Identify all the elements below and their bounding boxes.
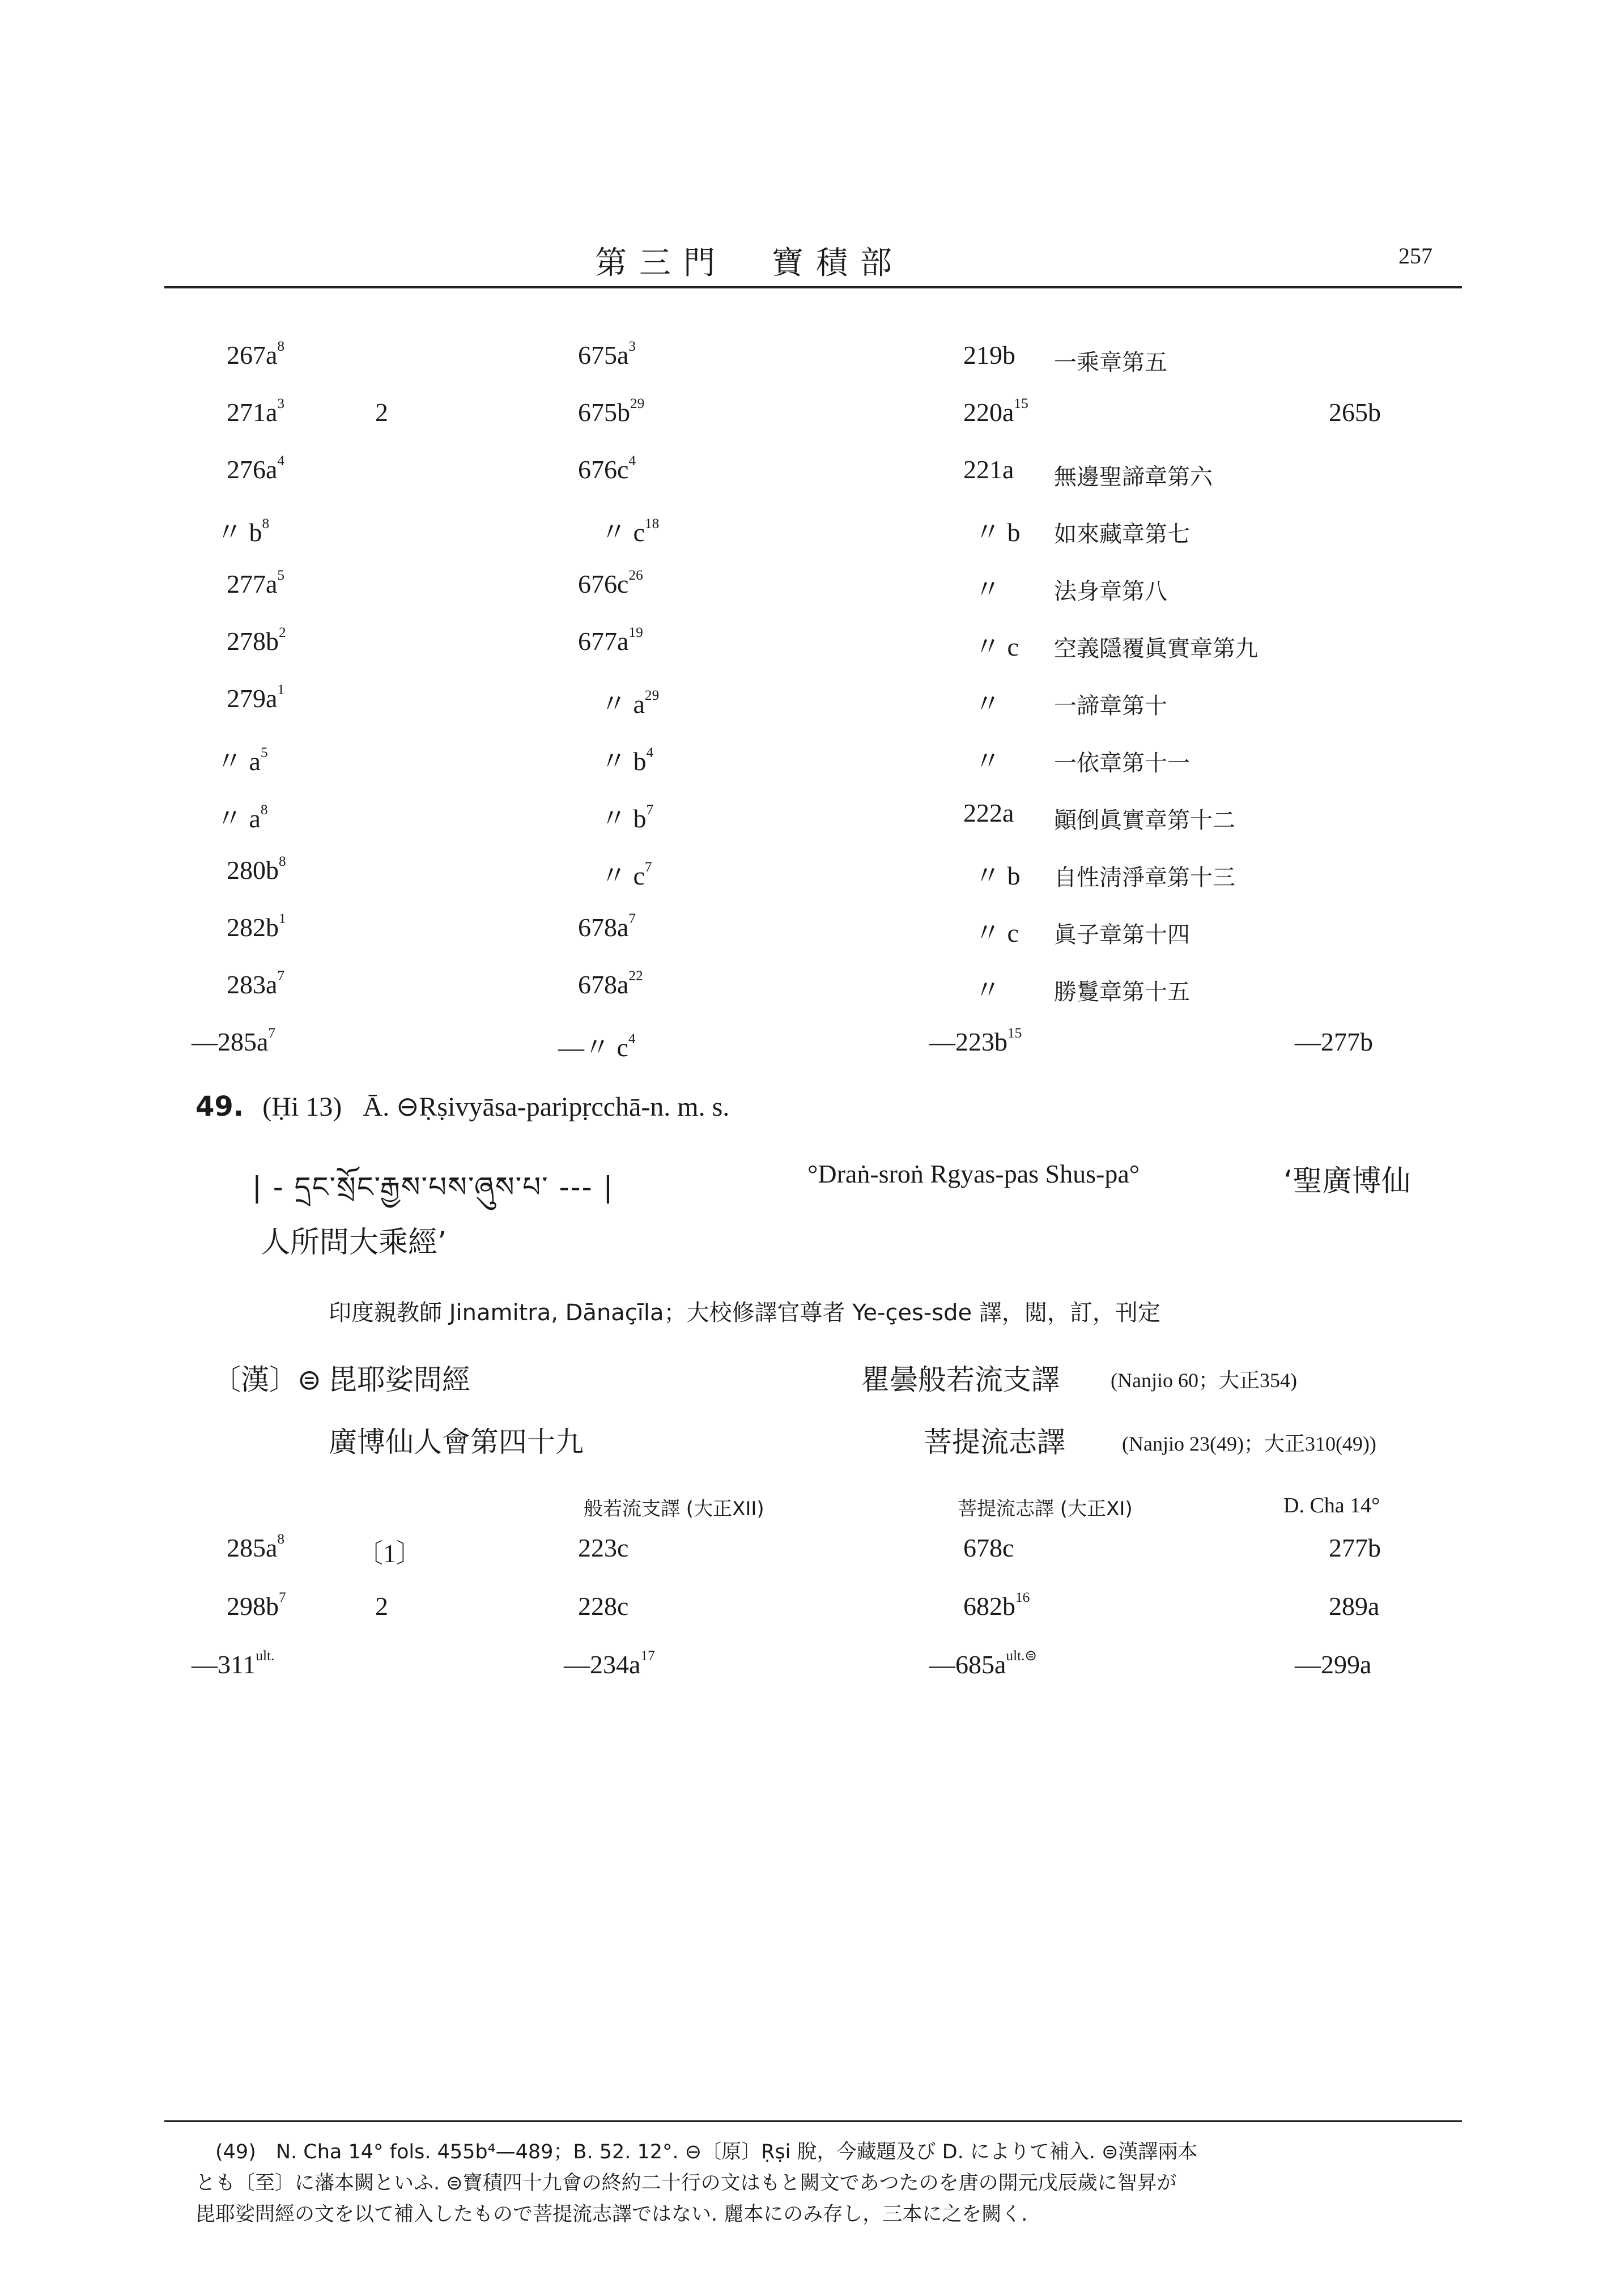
table1-row-1-col2	[375, 397, 388, 427]
table1-row-7-col1-superscript: 5	[260, 745, 268, 761]
chinese-title-part2: 人所問大乘經’	[261, 1226, 447, 1260]
table1-row-8-col1-value: 〃 a	[216, 804, 261, 833]
footnote-line-2: とも〔至〕に藩本闕といふ. ⊜寶積四十九會の終約二十行の文はもと闕文であつたのを唐の開元戊辰歲に智昇が	[195, 2172, 1177, 2195]
table2-row-0-col4-value: 678c	[963, 1533, 1014, 1562]
table2-row-1-col3	[578, 1591, 628, 1621]
table2-row-0-col5	[1329, 1533, 1381, 1563]
table2-row-2-col5-value: —299a	[1295, 1650, 1372, 1679]
table1-row-10-chapter-value: 眞子章第十四	[1054, 922, 1190, 948]
table1-row-1-col1-superscript: 3	[277, 396, 285, 412]
table1-row-6-chapter-value: 一諦章第十	[1054, 693, 1167, 719]
table1-row-1-col3-value: 675b	[578, 398, 630, 427]
table1-row-10-col3-superscript: 7	[628, 911, 636, 927]
translators: 印度親教師 Jinamitra, Dānaçīla；大校修譯官尊者 Ye-çes-sde 譯，閲，訂，刊定	[329, 1300, 1160, 1326]
table1-row-1-col4-value: 220a	[963, 398, 1014, 427]
han-title-1: 毘耶娑問經	[329, 1363, 470, 1396]
table1-row-8-col1	[216, 798, 268, 835]
entry-heading	[195, 1091, 729, 1123]
table1-row-8-col3-superscript: 7	[646, 802, 654, 818]
table2-row-2-col4-superscript: ult.⊜	[1006, 1648, 1037, 1664]
table1-row-1-col3-superscript: 29	[630, 396, 645, 412]
table1-row-12-col6-value: —277b	[1295, 1027, 1373, 1056]
table2-row-1-col2-value: 2	[375, 1592, 388, 1621]
table2-row-1-col2	[375, 1591, 388, 1621]
table1-row-7-col3-superscript: 4	[646, 745, 654, 761]
table2-row-1-col5-value: 289a	[1329, 1592, 1380, 1621]
tibetan-title: | ‑ དྲང་སྲོང་རྒྱས་པས་ཞུས་པ་ ‑‑‑ |	[252, 1171, 614, 1204]
table1-row-10-col1	[227, 912, 286, 942]
table2-row-1-col4	[963, 1591, 1030, 1621]
table1-row-5-col1-value: 278b	[227, 627, 279, 656]
han-title-2: 廣博仙人會第四十九	[329, 1426, 584, 1459]
table1-row-0-col3-value: 675a	[578, 341, 629, 369]
table1-row-8-col1-superscript: 8	[260, 802, 268, 818]
table1-row-12-col3-superscript: 4	[628, 1031, 636, 1047]
table1-row-2-col1	[227, 454, 284, 484]
table1-row-6-col1-superscript: 1	[277, 682, 285, 698]
table1-row-0-col3-superscript: 3	[628, 338, 636, 355]
table1-row-3-chapter-value: 如來藏章第七	[1054, 521, 1190, 547]
table1-row-12-col1-superscript: 7	[268, 1025, 276, 1041]
table1-row-5-col4	[975, 626, 1019, 664]
tibetan-romanized: °Draṅ-sroṅ Rgyas-pas Shus-pa°	[807, 1159, 1140, 1188]
han-label: 〔漢〕⊜	[212, 1363, 321, 1396]
table1-row-5-col3-superscript: 19	[628, 624, 643, 641]
table1-row-8-col4-value: 222a	[963, 798, 1014, 827]
table2-row-0-col2	[357, 1533, 422, 1570]
table1-row-9-col4-value: 〃 b	[975, 861, 1021, 890]
page-title: 第三門 寶積部	[595, 245, 904, 282]
table1-row-0-col1-superscript: 8	[277, 338, 285, 355]
table1-row-4-col4-value: 〃	[975, 575, 1001, 604]
table1-row-2-chapter-value: 無邊聖諦章第六	[1054, 464, 1213, 490]
entry-ref: (Ḥi 13)	[262, 1092, 342, 1122]
table1-row-12-col4	[929, 1027, 1022, 1057]
table1-row-6-col3-value: 〃 a	[601, 690, 645, 718]
table1-row-12-col4-superscript: 15	[1007, 1025, 1022, 1041]
table1-row-2-col1-superscript: 4	[277, 453, 285, 469]
table1-row-4-col3	[578, 569, 643, 599]
table1-row-4-col1	[227, 569, 284, 599]
table1-row-0-chapter-value: 一乘章第五	[1054, 350, 1167, 376]
table1-row-7-col1	[216, 741, 268, 778]
table1-row-9-chapter-value: 自性淸淨章第十三	[1054, 865, 1235, 891]
table1-row-9-chapter	[1054, 860, 1235, 892]
table1-row-9-col1-value: 280b	[227, 856, 279, 885]
table1-row-11-col4	[975, 970, 1001, 1007]
table1-row-7-col4	[975, 741, 1001, 778]
table1-row-2-col1-value: 276a	[227, 455, 278, 484]
footnote-line-3: 毘耶娑問經の文を以て補入したもので菩提流志譯ではない. 麗本にのみ存し，三本に之を闕く.	[195, 2203, 1028, 2226]
table1-row-10-col4	[975, 912, 1019, 950]
table2-row-0-col1-superscript: 8	[277, 1531, 285, 1547]
table1-row-8-chapter	[1054, 802, 1235, 835]
table1-row-1-col3	[578, 397, 644, 427]
table1-row-0-chapter	[1054, 345, 1167, 377]
table1-row-11-col3-superscript: 22	[628, 968, 643, 984]
table1-row-6-col1	[227, 683, 284, 713]
table2-header-2: 菩提流志譯 (大正XI)	[958, 1498, 1133, 1520]
table2-row-2-col3-value: —234a	[564, 1650, 641, 1679]
table2-row-1-col5	[1329, 1591, 1379, 1621]
table1-row-10-col3-value: 678a	[578, 913, 629, 942]
table1-row-4-col4	[975, 569, 1001, 606]
table1-row-10-chapter	[1054, 917, 1190, 949]
table1-row-3-chapter	[1054, 516, 1190, 549]
table1-row-3-col4-value: 〃 b	[975, 518, 1021, 547]
table1-row-5-col1-superscript: 2	[279, 624, 286, 641]
table1-row-0-col3	[578, 340, 636, 370]
header-rule	[164, 286, 1462, 288]
table1-row-4-col3-superscript: 26	[628, 567, 643, 584]
table1-row-3-col3-superscript: 18	[644, 516, 660, 532]
table1-row-0-col4	[963, 340, 1015, 370]
entry-title: Ā. ⊖Ṛṣivyāsa-paripṛcchā-n. m. s.	[363, 1092, 730, 1122]
table2-row-1-col4-value: 682b	[963, 1592, 1015, 1621]
table1-row-8-col3	[601, 798, 653, 835]
table1-row-9-col1	[227, 855, 286, 885]
table2-row-2-col1-superscript: ult.	[256, 1648, 275, 1664]
table2-row-0-col2-value: 〔1〕	[357, 1539, 422, 1568]
table1-row-11-col4-value: 〃	[975, 976, 1001, 1005]
table1-row-7-col3-value: 〃 b	[601, 747, 647, 776]
table1-row-6-col4-value: 〃	[975, 690, 1001, 718]
table1-row-12-col3	[558, 1027, 636, 1064]
table1-row-6-chapter	[1054, 688, 1167, 720]
table2-row-2-col3-superscript: 17	[640, 1648, 655, 1664]
table1-row-1-col1	[227, 397, 284, 427]
table2-row-0-col4	[963, 1533, 1014, 1563]
table1-row-8-col4	[963, 798, 1014, 828]
table1-row-4-chapter	[1054, 573, 1167, 606]
table1-row-1-col1-value: 271a	[227, 398, 278, 427]
table1-row-9-col1-superscript: 8	[279, 853, 286, 870]
table1-row-1-col4	[963, 397, 1028, 427]
table1-row-2-col3-superscript: 4	[628, 453, 636, 469]
table1-row-0-col1	[227, 340, 284, 370]
table2-row-2-col1	[192, 1649, 274, 1680]
table2-row-2-col4-value: —685a	[929, 1650, 1006, 1679]
table1-row-2-col4	[963, 454, 1014, 484]
table2-header-1: 般若流支譯 (大正XII)	[584, 1498, 764, 1520]
han-translator-1: 瞿曇般若流支譯	[861, 1363, 1060, 1396]
table1-row-12-col6	[1295, 1027, 1373, 1057]
table2-row-1-col1-superscript: 7	[279, 1589, 286, 1606]
table2-row-0-col1	[227, 1533, 284, 1563]
table1-row-1-col4-superscript: 15	[1014, 396, 1028, 412]
table2-header-3: D. Cha 14°	[1283, 1494, 1380, 1517]
table1-row-12-col1-value: —285a	[192, 1027, 269, 1056]
table2-row-0-col3	[578, 1533, 628, 1563]
table2-row-2-col4	[929, 1649, 1037, 1680]
table1-row-10-col4-value: 〃 c	[975, 919, 1019, 947]
table1-row-7-chapter	[1054, 745, 1190, 777]
table1-row-2-col4-value: 221a	[963, 455, 1014, 484]
table2-row-1-col1	[227, 1591, 286, 1621]
table1-row-8-col3-value: 〃 b	[601, 804, 647, 833]
table2-row-0-col3-value: 223c	[578, 1533, 629, 1562]
table1-row-11-chapter-value: 勝鬘章第十五	[1054, 979, 1190, 1005]
table2-row-2-col3	[564, 1649, 655, 1680]
table1-row-3-col1-value: 〃 b	[216, 518, 262, 547]
table1-row-9-col3-value: 〃 c	[601, 861, 645, 890]
table2-row-1-col4-superscript: 16	[1015, 1589, 1030, 1606]
table1-row-1-col6-value: 265b	[1329, 398, 1381, 427]
table1-row-5-col1	[227, 626, 286, 656]
table1-row-10-col1-superscript: 1	[279, 911, 286, 927]
table1-row-0-col1-value: 267a	[227, 341, 278, 369]
table1-row-8-chapter-value: 顚倒眞實章第十二	[1054, 807, 1235, 834]
table1-row-11-chapter	[1054, 974, 1190, 1006]
table1-row-9-col4	[975, 855, 1021, 892]
table1-row-6-col3	[601, 683, 659, 721]
table1-row-2-col3	[578, 454, 636, 484]
table1-row-5-chapter-value: 空義隱覆眞實章第九	[1054, 636, 1258, 662]
footnote-line-1: (49) N. Cha 14° fols. 455b⁴—489；B. 52. 12°. ⊖〔原〕Ṛṣi 脫，今藏題及び D. によりて補入. ⊜漢譯兩本	[215, 2141, 1198, 2163]
table1-row-3-col3-value: 〃 c	[601, 518, 645, 547]
table1-row-7-col3	[601, 741, 653, 778]
table1-row-3-col3	[601, 512, 659, 549]
table1-row-7-chapter-value: 一依章第十一	[1054, 750, 1190, 776]
table1-row-11-col1-superscript: 7	[277, 968, 285, 984]
table2-row-0-col5-value: 277b	[1329, 1533, 1381, 1562]
table1-row-1-col6	[1329, 397, 1381, 427]
footnote-rule	[164, 2120, 1462, 2122]
table1-row-6-col4	[975, 683, 1001, 721]
table1-row-4-col1-superscript: 5	[277, 567, 285, 584]
table1-row-7-col4-value: 〃	[975, 747, 1001, 776]
table2-row-0-col1-value: 285a	[227, 1533, 278, 1562]
table1-row-12-col1	[192, 1027, 275, 1057]
table1-row-9-col3-superscript: 7	[644, 859, 652, 875]
chinese-title-part1: ‘聖廣博仙	[1283, 1164, 1411, 1198]
table1-row-6-col3-superscript: 29	[644, 687, 660, 704]
table1-row-1-col2-value: 2	[375, 398, 388, 427]
table1-row-6-col1-value: 279a	[227, 684, 278, 713]
table1-row-3-col1	[216, 512, 269, 549]
table1-row-5-col4-value: 〃 c	[975, 632, 1019, 661]
table1-row-4-col1-value: 277a	[227, 569, 278, 598]
table1-row-11-col3	[578, 970, 643, 1000]
page-number: 257	[1398, 243, 1432, 269]
table1-row-10-col3	[578, 912, 636, 942]
table1-row-2-chapter	[1054, 459, 1213, 491]
han-ref-1: (Nanjio 60；大正354)	[1111, 1369, 1297, 1392]
table1-row-10-col1-value: 282b	[227, 913, 279, 942]
table2-row-1-col3-value: 228c	[578, 1592, 629, 1621]
entry-number: 49.	[195, 1091, 244, 1123]
table2-row-2-col1-value: —311	[192, 1650, 256, 1679]
table1-row-11-col1-value: 283a	[227, 970, 278, 999]
han-ref-2: (Nanjio 23(49)；大正310(49))	[1122, 1432, 1376, 1455]
table1-row-4-chapter-value: 法身章第八	[1054, 579, 1167, 605]
table2-row-2-col5	[1295, 1649, 1371, 1680]
table1-row-12-col4-value: —223b	[929, 1027, 1007, 1056]
table1-row-4-col3-value: 676c	[578, 569, 629, 598]
table1-row-7-col1-value: 〃 a	[216, 747, 261, 776]
table2-row-1-col1-value: 298b	[227, 1592, 279, 1621]
table1-row-5-chapter	[1054, 631, 1258, 663]
table1-row-11-col3-value: 678a	[578, 970, 629, 999]
table1-row-2-col3-value: 676c	[578, 455, 629, 484]
table1-row-5-col3-value: 677a	[578, 627, 629, 656]
table1-row-9-col3	[601, 855, 652, 892]
table1-row-0-col4-value: 219b	[963, 341, 1015, 369]
table1-row-3-col1-superscript: 8	[262, 516, 270, 532]
table1-row-12-col3-value: —〃 c	[558, 1033, 628, 1062]
table1-row-11-col1	[227, 970, 284, 1000]
han-translator-2: 菩提流志譯	[924, 1426, 1065, 1459]
table1-row-3-col4	[975, 512, 1021, 549]
table1-row-5-col3	[578, 626, 643, 656]
